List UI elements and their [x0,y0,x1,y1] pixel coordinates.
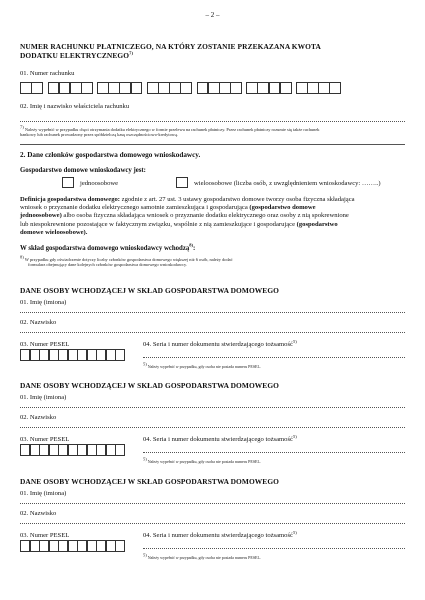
account-title-line2: DODATKU ELEKTRYCZNEGO [20,51,130,61]
members-note-line2: formularz obejmujący dane kolejnych członków gospodarstwa domowego wnioskodawcy. [28,262,187,268]
first-name-field[interactable] [20,407,405,408]
members-footnote [20,254,400,268]
last-name-label: 02. Nazwisko [20,319,57,326]
def-line1 [20,196,405,204]
account-footnote [20,124,410,138]
account-digit-cell[interactable] [147,82,159,94]
account-title-mark: 7) [129,50,134,56]
household-definition [20,196,405,237]
doc-label: 04. Seria i numer dokumentu stwierdzającego tożsamość [143,532,293,539]
pesel-field[interactable] [20,540,125,552]
pesel-label: 03. Numer PESEL [20,341,70,348]
def-line4-b: (gospodarstwo [296,220,338,228]
account-digit-cell[interactable] [219,82,231,94]
person-title: DANE OSOBY WCHODZĄCEJ W SKŁAD GOSPODARSTWA DOMOWEGO [20,477,280,486]
def-line5-text: domowe wieloosobowe). [20,228,88,236]
account-digit-cell[interactable] [197,82,209,94]
account-section-title [20,42,405,60]
account-digit-cell[interactable] [307,82,319,94]
doc-note: Należy wypełnić w przypadku, gdy osoba nie posiada numeru PESEL. [147,459,261,464]
members-title-wrap [20,242,196,252]
doc-mark: 5) [292,338,297,344]
doc-label-wrap [143,338,297,349]
account-digit-cell[interactable] [119,82,131,94]
doc-mark: 5) [292,433,297,439]
last-name-field[interactable] [20,332,405,333]
account-digit-cell[interactable] [208,82,220,94]
doc-label-wrap [143,433,297,444]
account-digit-cell[interactable] [230,82,242,94]
account-digit-cell[interactable] [257,82,269,94]
multi-household-label: wieloosobowe (liczba osób, z uwzględnieniem wnioskodawcy: ……..) [194,180,381,187]
doc-number-field[interactable] [143,357,405,358]
account-digit-cell[interactable] [246,82,258,94]
doc-note: Należy wypełnić w przypadku, gdy osoba nie posiada numeru PESEL. [147,364,261,369]
account-title-line1: NUMER RACHUNKU PŁATNICZEGO, NA KTÓRY ZOSTANIE PRZEKAZANA KWOTA [20,42,321,51]
account-owner-label: 02. Imię i nazwisko właściciela rachunku [20,103,130,110]
def-line4 [20,221,405,229]
account-footnote-mark: 7) [20,124,24,130]
doc-footnote [143,552,261,560]
account-digit-cell[interactable] [180,82,192,94]
doc-mark: 5) [292,529,297,535]
doc-label: 04. Seria i numer dokumentu stwierdzającego tożsamość [143,341,293,348]
account-digit-cell[interactable] [97,82,109,94]
account-number-label: 01. Numer rachunku [20,70,75,77]
first-name-label: 01. Imię (imiona) [20,299,67,306]
person-title: DANE OSOBY WCHODZĄCEJ W SKŁAD GOSPODARSTWA DOMOWEGO [20,381,280,390]
account-digit-cell[interactable] [296,82,308,94]
pesel-digit-cell[interactable] [115,444,125,456]
doc-note: Należy wypełnić w przypadku, gdy osoba nie posiada numeru PESEL. [147,555,261,560]
def-line1-text: zgodnie z art. 27 ust. 3 ustawy gospodarstwo domowe tworzy osoba fizyczna składająca [120,196,355,203]
account-digit-cell[interactable] [158,82,170,94]
first-name-field[interactable] [20,503,405,504]
multi-household-checkbox[interactable] [176,177,188,188]
doc-note-mark: 5) [143,456,147,462]
doc-label-wrap [143,529,297,540]
account-digit-cell[interactable] [20,82,32,94]
account-digit-cell[interactable] [31,82,43,94]
account-digit-cell[interactable] [81,82,93,94]
last-name-label: 02. Nazwisko [20,510,57,517]
def-line3-b: albo osoba fizyczna składająca wniosek o przyznanie dodatku elektrycznego oraz osoby z nią spokrewnione [61,212,349,220]
members-title: W skład gospodarstwa domowego wnioskodawcy wchodzą [20,245,190,252]
doc-footnote [143,456,261,464]
last-name-label: 02. Nazwisko [20,414,57,421]
account-digit-cell[interactable] [318,82,330,94]
account-digit-cell[interactable] [48,82,60,94]
last-name-field[interactable] [20,523,405,524]
def-line3 [20,212,405,220]
page-number: – 2 – [205,11,220,19]
account-digit-cell[interactable] [169,82,181,94]
def-line2-b: (gospodarstwo domowe [249,204,316,212]
def-line2 [20,204,405,212]
doc-number-field[interactable] [143,548,405,549]
doc-number-field[interactable] [143,452,405,453]
members-mark: 8) [189,242,194,248]
single-household-checkbox[interactable] [62,177,74,188]
person-title: DANE OSOBY WCHODZĄCEJ W SKŁAD GOSPODARSTWA DOMOWEGO [20,286,280,295]
doc-label: 04. Seria i numer dokumentu stwierdzającego tożsamość [143,436,293,443]
account-digit-cell[interactable] [59,82,71,94]
def-line5 [20,229,405,237]
first-name-field[interactable] [20,312,405,313]
first-name-label: 01. Imię (imiona) [20,394,67,401]
account-digit-cell[interactable] [70,82,82,94]
def-bold: Definicja gospodarstwa domowego: [20,196,120,203]
account-digit-cell[interactable] [269,82,281,94]
pesel-digit-cell[interactable] [115,349,125,361]
pesel-label: 03. Numer PESEL [20,436,70,443]
def-line2-a: wniosek o przyznanie dodatku elektrycznego samotnie zamieszkująca i gospodarująca [20,204,250,212]
last-name-field[interactable] [20,427,405,428]
account-digit-cell[interactable] [329,82,341,94]
members-colon: : [193,245,196,252]
first-name-label: 01. Imię (imiona) [20,490,67,497]
account-footnote-line2: bankowy lub rachunek prowadzony przez spółdzielczą kasę oszczędnościowo-kredytową. [20,132,179,138]
household-section-title: 2. Dane członków gospodarstwa domowego wnioskodawcy. [20,151,201,159]
account-owner-field[interactable] [20,121,405,122]
pesel-field[interactable] [20,444,125,456]
pesel-digit-cell[interactable] [115,540,125,552]
account-digit-cell[interactable] [108,82,120,94]
def-line3-a: jednoosobowe) [20,212,62,220]
pesel-label: 03. Numer PESEL [20,532,70,539]
doc-note-mark: 5) [143,361,147,367]
def-line4-a: lub niespokrewnione pozostające w faktycznym związku, wspólnie z nią zamieszkujące i gospodarujące [20,220,297,228]
account-footnote-line1: Należy wypełnić w przypadku chęci otrzymania dodatku elektrycznego w formie przelewu na rachunek płatniczy. Przez rachunek płatniczy rozumie się także rachunek [24,127,320,132]
doc-footnote [143,361,261,369]
single-household-label: jednoosobowe [80,180,119,187]
members-note-mark: 8) [20,254,24,260]
account-digit-cell[interactable] [131,82,143,94]
doc-note-mark: 5) [143,552,147,558]
account-title-line2-wrap [20,51,405,60]
household-type-label: Gospodarstwo domowe wnioskodawcy jest: [20,167,146,174]
members-note-line1: W przypadku gdy oświadczenie dotyczy liczby członków gospodarstwa domowego większej niż 6 osób, należy dodać [24,257,233,262]
account-number-field[interactable] [20,82,341,94]
account-digit-cell[interactable] [280,82,292,94]
section-divider [20,144,405,145]
pesel-field[interactable] [20,349,125,361]
